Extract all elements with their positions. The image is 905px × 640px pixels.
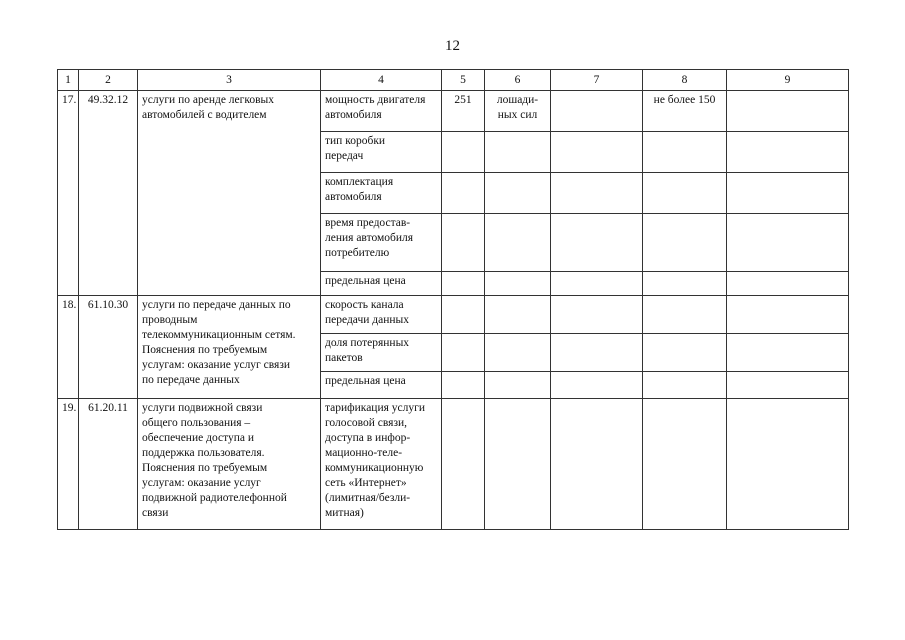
cell-line: тарификация услуги <box>325 402 425 414</box>
value-cell <box>643 296 727 334</box>
value-cell <box>727 214 849 272</box>
cell-line: подвижной радиотелефонной <box>142 492 287 504</box>
unit-cell <box>485 372 551 399</box>
value-cell <box>727 399 849 530</box>
characteristic-cell <box>321 132 442 173</box>
unit-cell <box>485 214 551 272</box>
header-cell: 3 <box>138 70 321 91</box>
unit-cell <box>485 296 551 334</box>
header-cell: 9 <box>727 70 849 91</box>
table-header-row <box>58 70 849 91</box>
cell-line: потребителю <box>325 247 390 259</box>
table-row <box>58 296 849 334</box>
value-cell <box>551 214 643 272</box>
value-cell <box>442 399 485 530</box>
characteristic-cell <box>321 91 442 132</box>
cell-line: голосовой связи, <box>325 417 408 429</box>
cell-line: скорость канала <box>325 299 404 311</box>
page-number: 12 <box>445 38 460 54</box>
cell-line: мационно-теле- <box>325 447 403 459</box>
value-cell <box>442 272 485 296</box>
cell-line: автомобилей с водителем <box>142 109 267 121</box>
cell-line: (лимитная/безли- <box>325 492 411 504</box>
header-cell: 4 <box>321 70 442 91</box>
unit-cell <box>485 132 551 173</box>
cell-line: комплектация <box>325 176 394 188</box>
header-cell: 1 <box>58 70 79 91</box>
header-cell: 6 <box>485 70 551 91</box>
row-number-cell: 19. <box>58 399 79 530</box>
value-cell: не более 150 <box>643 91 727 132</box>
cell-line: тип коробки <box>325 135 386 147</box>
value-cell <box>551 334 643 372</box>
cell-line: проводным <box>142 314 198 326</box>
cell-line: Пояснения по требуемым <box>142 344 268 356</box>
cell-line: ных сил <box>497 109 538 121</box>
table-row <box>58 91 849 132</box>
value-cell <box>643 214 727 272</box>
value-cell <box>442 334 485 372</box>
cell-line: сеть «Интернет» <box>325 477 407 489</box>
header-cell: 2 <box>79 70 138 91</box>
value-cell <box>551 272 643 296</box>
characteristic-cell <box>321 334 442 372</box>
value-cell <box>442 214 485 272</box>
value-cell <box>643 372 727 399</box>
cell-line: обеспечение доступа и <box>142 432 254 444</box>
header-cell: 5 <box>442 70 485 91</box>
value-cell <box>727 132 849 173</box>
cell-line: Пояснения по требуемым <box>142 462 268 474</box>
cell-line: общего пользования – <box>142 417 251 429</box>
cell-line: услуги подвижной связи <box>142 402 263 414</box>
header-cell: 7 <box>551 70 643 91</box>
value-cell <box>643 399 727 530</box>
unit-cell <box>485 272 551 296</box>
cell-line: автомобиля <box>325 191 382 203</box>
value-cell <box>727 372 849 399</box>
cell-line: мощность двигателя <box>325 94 426 106</box>
value-cell <box>727 334 849 372</box>
value-cell <box>551 91 643 132</box>
cell-line: услугам: оказание услуг связи <box>142 359 291 371</box>
value-cell <box>643 132 727 173</box>
value-cell <box>727 296 849 334</box>
value-cell <box>727 272 849 296</box>
cell-line: связи <box>142 507 169 519</box>
unit-cell <box>485 334 551 372</box>
value-cell <box>551 132 643 173</box>
okpd-code-cell: 61.20.11 <box>79 399 138 530</box>
cell-line: передач <box>325 150 364 162</box>
value-cell <box>643 334 727 372</box>
header-cell: 8 <box>643 70 727 91</box>
table-body <box>58 70 849 530</box>
service-description-cell <box>138 296 321 399</box>
cell-line: по передаче данных <box>142 374 240 386</box>
row-number-cell: 17. <box>58 91 79 296</box>
cell-line: коммуникационную <box>325 462 424 474</box>
cell-line: ления автомобиля <box>325 232 414 244</box>
unit-cell <box>485 91 551 132</box>
cell-line: телекоммуникационным сетям. <box>142 329 296 341</box>
characteristic-cell <box>321 399 442 530</box>
value-cell <box>442 132 485 173</box>
cell-line: предельная цена <box>325 375 406 387</box>
service-description-cell <box>138 91 321 296</box>
characteristic-cell <box>321 272 442 296</box>
value-cell <box>551 399 643 530</box>
value-cell <box>643 272 727 296</box>
characteristic-cell <box>321 296 442 334</box>
cell-line: митная) <box>325 507 364 519</box>
value-cell <box>551 372 643 399</box>
cell-line: доля потерянных <box>325 337 410 349</box>
cell-line: пакетов <box>325 352 363 364</box>
okpd-code-cell: 61.10.30 <box>79 296 138 399</box>
value-cell <box>551 296 643 334</box>
cell-line: услугам: оказание услуг <box>142 477 261 489</box>
characteristic-cell <box>321 214 442 272</box>
value-cell <box>442 372 485 399</box>
value-cell <box>442 296 485 334</box>
cell-line: автомобиля <box>325 109 382 121</box>
value-cell: 251 <box>442 91 485 132</box>
service-description-cell <box>138 399 321 530</box>
okpd-code-cell: 49.32.12 <box>79 91 138 296</box>
cell-line: доступа в инфор- <box>325 432 411 444</box>
cell-line: лошади- <box>496 94 539 106</box>
cell-line: поддержка пользователя. <box>142 447 265 459</box>
value-cell <box>643 173 727 214</box>
characteristic-cell <box>321 173 442 214</box>
cell-line: передачи данных <box>325 314 410 326</box>
cell-line: время предостав- <box>325 217 411 229</box>
unit-cell <box>485 173 551 214</box>
row-number-cell: 18. <box>58 296 79 399</box>
table-row <box>58 399 849 530</box>
value-cell <box>442 173 485 214</box>
cell-line: услуги по аренде легковых <box>142 94 275 106</box>
unit-cell <box>485 399 551 530</box>
cell-line: предельная цена <box>325 275 406 287</box>
value-cell <box>551 173 643 214</box>
value-cell <box>727 173 849 214</box>
value-cell <box>727 91 849 132</box>
specification-table <box>57 69 849 530</box>
characteristic-cell <box>321 372 442 399</box>
cell-line: услуги по передаче данных по <box>142 299 291 311</box>
